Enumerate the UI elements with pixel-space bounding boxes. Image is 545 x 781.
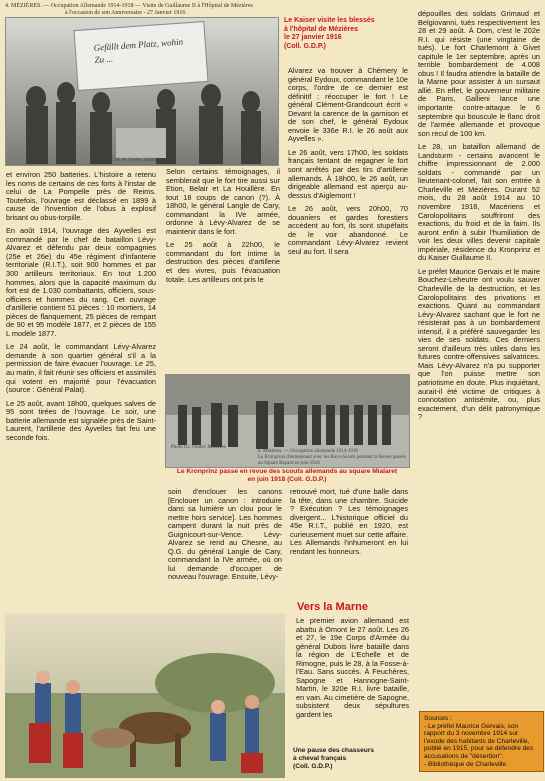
article-column-1 <box>6 171 156 447</box>
paragraph: Le 25 août, avant 18h00, quelques salves de 95 sont tirées de l'ouvrage. Le soir, une batterie allemande est signalée près de Saint-Laurent, l'artillerie des Ayvelles fait feu une seconde fois. <box>6 398 156 442</box>
photo3-caption <box>293 747 403 771</box>
caption-line: Une pause des chasseurs <box>293 747 374 754</box>
section-heading: Vers la Marne <box>297 601 368 613</box>
paragraph: retrouvé mort, tué d'une balle dans la tête, dans une chambre. Suicide ? Exécution ? Les témoignages divergent... L'historique officiel du 45e R.I.T., publié en 1920, est curieusement muet sur cette affaire. Les Allemands l'inhumeront en lui rendant les honneurs. <box>290 487 408 556</box>
article-column-2-top <box>166 168 280 289</box>
paragraph: En août 1914, l'ouvrage des Ayvelles est commandé par le chef de bataillon Lévy-Alvarez et défendu par deux compagnies (25e et 26e) du 45e régiment d'infanterie territoriale (R.I.T.), soit 900 hommes et par 300 artilleurs territoriaux. En tout 1.200 hommes, alors que la capacité maximum du fort est de 1.030 combattants, officiers, sous-officiers et hommes du rang. Cet ouvrage d'artillerie contient 51 pièces : 10 mortiers, 14 pièces de flanquement, 25 pièces de rempart de 90 et 95 modèle 1877, et 2 pièces de 155 L modèle 1877. <box>6 226 156 338</box>
photo-kaiser-visit <box>5 17 279 166</box>
photo-kronprinz-review <box>165 374 410 468</box>
photo2-caption <box>160 468 414 484</box>
caption-line: 4. Mézières. — Occupation allemande 1914-1918 <box>258 449 358 454</box>
top-caption-line: à l'occasion de son Anniversaire - 27 Janvier 1916 <box>65 10 186 16</box>
paragraph: Le 25 août à 22h00, le commandant du fort intime la destruction des pièces d'artillerie et des vivres, puis l'évacuation totale. Les artilleurs ont pris le <box>166 240 280 284</box>
paragraph: dépouilles des soldats Grimaud et Belgiovanni, tués respectivement les 28 et 29 août. À Dom, c'est le 202e R.I. qui résiste (une vingtaine de tués). Le fort Charlemont à Givet capitule le 1er septembre, après un terrible bombardement de 4.008 obus ! Il faudra attendre la bataille de la Marne pour assister à un sursaut allié. En effet, le gouverneur militaire de Paris, Gallieni lance une importante contre-attaque le 6 septembre qui bouscule le flanc droit de l'armée allemande et provoque son recul de 100 km. <box>418 9 540 138</box>
photo2-credit: Photo Gr. Viollet, Mézières <box>171 445 226 450</box>
article-column-3-bottom <box>290 488 408 561</box>
photo1-side-caption <box>284 17 404 51</box>
caption-line: (Coll. G.D.P.) <box>284 42 326 50</box>
paragraph: Le préfet Maurice Gervais et le maire Bouchez-Leheutre ont voulu sauver Charleville de la destruction, et les Carolopolitains des privations et exactions. Quant au commandant Lévy-Alvarez sachant que le fort ne résisterait pas à un bombardement intensif, il a préféré sauvegarder les vies de ses soldats. Ces derniers seront d'ailleurs très utiles dans les futures contre-offensives salvatrices. Mais Lévy-Alvarez n'a pu supporter que l'on puisse mettre son patriotisme en doute. Plus inquiétant, aurait-il été victime de critiques à connotation antisémite, ou, plus exactement, d'un délit patronymique ? <box>418 266 540 422</box>
chasseurs-painting <box>5 613 285 778</box>
paragraph: Le 28, un bataillon allemand de Landsturm - certains avancent le chiffre impressionnant de 2.000 soldats - commandé par un lieutenant-colonel, fait son entrée à Charleville et Mézières. Durant 52 mois, du 28 août 1914 au 10 novembre 1918, Macériens et Carolopolitains souffriront des exactions, du froid et de la faim. Ils auront enfin à subir l'humiliation de voir les deux villes devenir capitale impériale, résidence du Kronprinz et du Kaiser Guillaume II. <box>418 142 540 263</box>
article-column-4 <box>418 10 540 427</box>
caption-line: Le Kaiser visite les blessés <box>284 17 375 24</box>
sources-box <box>419 711 544 772</box>
paragraph: Le 26 août, vers 17h00, les soldats français tentant de regagner le fort sont arrêtés par des tirs d'artillerie allemands. À 18h00, le 26 août, un dirigeable allemand est aperçu au-dessus d'Aiglemont ! <box>288 147 408 200</box>
sources-item: - Le préfet Maurice Gervais, son rapport du 3 novembre 1914 sur l'exode des habitants de Charleville, publié en 1915, pour se défendre des accusations de "désertion". <box>424 722 534 760</box>
sources-title: Sources : <box>424 715 452 722</box>
caption-line: en juin 1918 (Coll. G.D.P.) <box>247 476 327 483</box>
sign-line: Zu ... <box>94 53 114 65</box>
top-caption-line: 4. MÉZIÈRES. — Occupation Allemande 1914-1918 — Visite de Guillaume II à l'Hôpital de Mézières <box>5 3 253 9</box>
article-column-3-top <box>288 67 408 261</box>
paragraph: et environ 250 batteries. L'histoire a retenu les noms de certains de ces forts à l'instar de celui de La Pompelle près de Reims. Toutefois, l'ouvrage est déclassé en 1899 à cause de l'invention de l'obus à explosif brisant ou obus-torpille. <box>6 170 156 222</box>
sign-line: Gefällt dem Platz, wohin <box>93 36 184 53</box>
article-column-2-bottom <box>168 488 282 587</box>
caption-line: le 27 janvier 1916 <box>284 34 342 41</box>
top-caption <box>5 3 253 17</box>
photo2-inner-caption <box>258 449 406 467</box>
caption-line: à cheval français <box>293 755 347 762</box>
paragraph: Alvarez va trouver à Chémery le général Eydoux, commandant le 10e corps, l'ordre de ce dernier est définitif : réoccuper le fort ! Le général Clément-Grandcourt écrit « Devant la carence de la garnison et de son chef, le général Eydoux envoie le 336e R.I. le 26 août aux Ayvelles ». <box>288 66 408 144</box>
paragraph: soin d'enclouer les canons [Enclouer un canon : introduire dans sa lumière un clou pour le mettre hors service]. Les hommes campent durant la nuit près de Guignicourt-sur-Vence. Lévy-Alvarez se rend au Chesne, au Q.G. du général Langle de Cary, commandant la IVe armée, où on lui demande d'occuper de nouveau l'ouvrage. Ensuite, Lévy- <box>168 487 282 582</box>
paragraph: Le 24 août, le commandant Lévy-Alvarez demande à son quartier général s'il a la permission de faire évacuer l'ouvrage. Le 25, au matin, il fait réunir ses officiers et assimilés qui votent en majorité pour l'évacuation (source : Général Palat). <box>6 342 156 395</box>
photo1-credit: Coll. H. Viollet, Mézières <box>111 158 163 163</box>
caption-line: Le Kronprinz d'entretenant avec les Boys-Scouts pendant la Revue passée au Square Bayard en juin 1918 <box>258 455 406 466</box>
paragraph: Le 26 août, vers 20h00, 70 douaniers et gardes forestiers accèdent au fort, ils sont stupéfaits de le voir abandonné. Le commandant Lévy-Alvarez revient seul au fort. Il sera <box>288 204 408 256</box>
photo-chasseurs <box>5 613 285 778</box>
sources-item: - Bibliothèque de Charleville <box>424 760 507 768</box>
marne-paragraph: Le premier avion allemand est abattu à Omont le 27 août. Les 26 et 27, le 19e Corps d'Armée du général Dubois livre bataille dans la région de L'Echelle et de Rimogne, puis le 28, à la Fosse-à-l'Eau. Sans succès. À Feuchères, Sapogne et Hannogne-Saint-Martin, le 320e R.I. livre bataille, en vain. Au cimetière de Sapogne, subsistent deux sépultures gardent les <box>296 616 409 720</box>
caption-line: Le Kronprinz passe en revue des scouts allemands au square Mialaret <box>176 468 398 475</box>
caption-line: à l'hôpital de Mézières <box>284 25 359 33</box>
paragraph: Selon certains témoignages, il semblerait que le fort tire aussi sur Etion, Belair et La Houillère. En tout 18 coups de canon (?). À 18h00, le général Langle de Cary, commandant la IVe armée, ordonne à Lévy-Alvarez de se maintenir dans le fort. <box>166 167 280 236</box>
caption-line: (Coll. G.D.P.) <box>293 763 333 770</box>
